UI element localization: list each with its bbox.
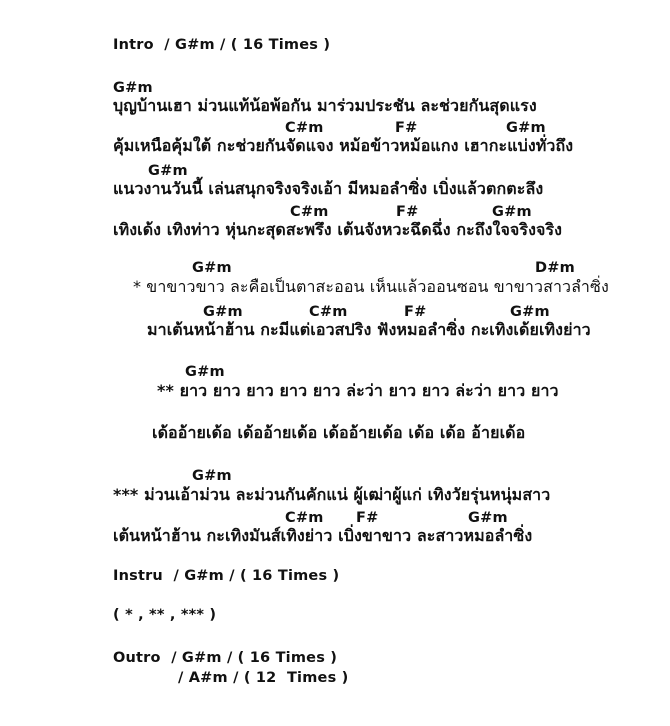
chord-label-star3-line2-b: F# xyxy=(356,510,379,526)
chord-label-verse1-line1: G#m xyxy=(113,80,153,96)
lyric-line-verse2-2: เทิงเด้ง เทิงท่าว หุ่นกะสุดสะพรึง เต้นจังหวะฉึดฉึ่ง กะถึงใจจริงจริง xyxy=(113,220,563,239)
lyric-line-star2-1: ** ยาว ยาว ยาว ยาว ยาว ล่ะว่า ยาว ยาว ล่ะว่า ยาว ยาว xyxy=(157,381,559,400)
chord-label-star3-line2-c: G#m xyxy=(468,510,508,526)
chord-label-star1-line2-c: F# xyxy=(404,304,427,320)
chord-label-verse1-line2-b: F# xyxy=(395,120,418,136)
section-instru: Instru / G#m / ( 16 Times ) xyxy=(113,568,340,584)
lyric-line-star2-2: เด้ออ้ายเด้อ เด้ออ้ายเด้อ เด้ออ้ายเด้อ เด้อ เด้อ อ้ายเด้อ xyxy=(152,423,526,442)
chord-label-star1-line2-d: G#m xyxy=(510,304,550,320)
section-outro-line1: Outro / G#m / ( 16 Times ) xyxy=(113,650,338,666)
lyric-line-star3-2: เต้นหน้าฮ้าน กะเทิงมันส์เทิงย่าว เบิ่งขาขาว ละสาวหมอลำซิ่ง xyxy=(113,526,533,545)
section-intro: Intro / G#m / ( 16 Times ) xyxy=(113,37,331,53)
chord-label-star1-line2-b: C#m xyxy=(309,304,348,320)
lyric-line-star1-2: มาเต้นหน้าฮ้าน กะมีแต่เอวสปริง ฟังหมอลำซิ่ง กะเทิงเด้ยเทิงย่าว xyxy=(147,320,591,339)
chord-label-star1-line1-a: G#m xyxy=(192,260,232,276)
chord-label-star2-line1: G#m xyxy=(185,364,225,380)
chord-label-verse2-line1: G#m xyxy=(148,163,188,179)
lyric-line-verse1-2: คุ้มเหนือคุ้มใต้ กะช่วยกันจัดแจง หม้อข้าวหม้อแกง เฮากะแบ่งทั่วถึง xyxy=(113,136,574,155)
lyric-line-star1-1: * ขาขาวขาว ละคือเป็นตาสะออน เห็นแล้วออนซอน ขาขาวสาวลำซิ่ง xyxy=(133,277,609,296)
chord-label-verse1-line2-a: C#m xyxy=(285,120,324,136)
lyric-line-star3-1: *** ม่วนเอ้าม่วน ละม่วนกันคักแน่ ผู้เฒ่าผู้แก่ เทิงวัยรุ่นหนุ่มสาว xyxy=(113,485,551,504)
chord-label-star3-line1: G#m xyxy=(192,468,232,484)
lyric-line-verse1-1: บุญบ้านเฮา ม่วนแท้น้อพ้อกัน มาร่วมประชัน ละช่วยกันสุดแรง xyxy=(113,96,537,115)
chord-label-star1-line2-a: G#m xyxy=(203,304,243,320)
chord-label-verse2-line2-a: C#m xyxy=(290,204,329,220)
chord-label-verse2-line2-b: F# xyxy=(396,204,419,220)
lyric-line-verse2-1: แนวงานวันนี้ เล่นสนุกจริงจริงเอ้า มีหมอลำซิ่ง เบิ่งแล้วตกตะลึง xyxy=(113,179,544,198)
chord-label-verse1-line2-c: G#m xyxy=(506,120,546,136)
chord-label-verse2-line2-c: G#m xyxy=(492,204,532,220)
chord-label-star1-line1-b: D#m xyxy=(535,260,575,276)
section-repeat-marks: ( * , ** , *** ) xyxy=(113,607,217,623)
section-outro-line2: / A#m / ( 12 Times ) xyxy=(178,670,349,686)
chord-label-star3-line2-a: C#m xyxy=(285,510,324,526)
